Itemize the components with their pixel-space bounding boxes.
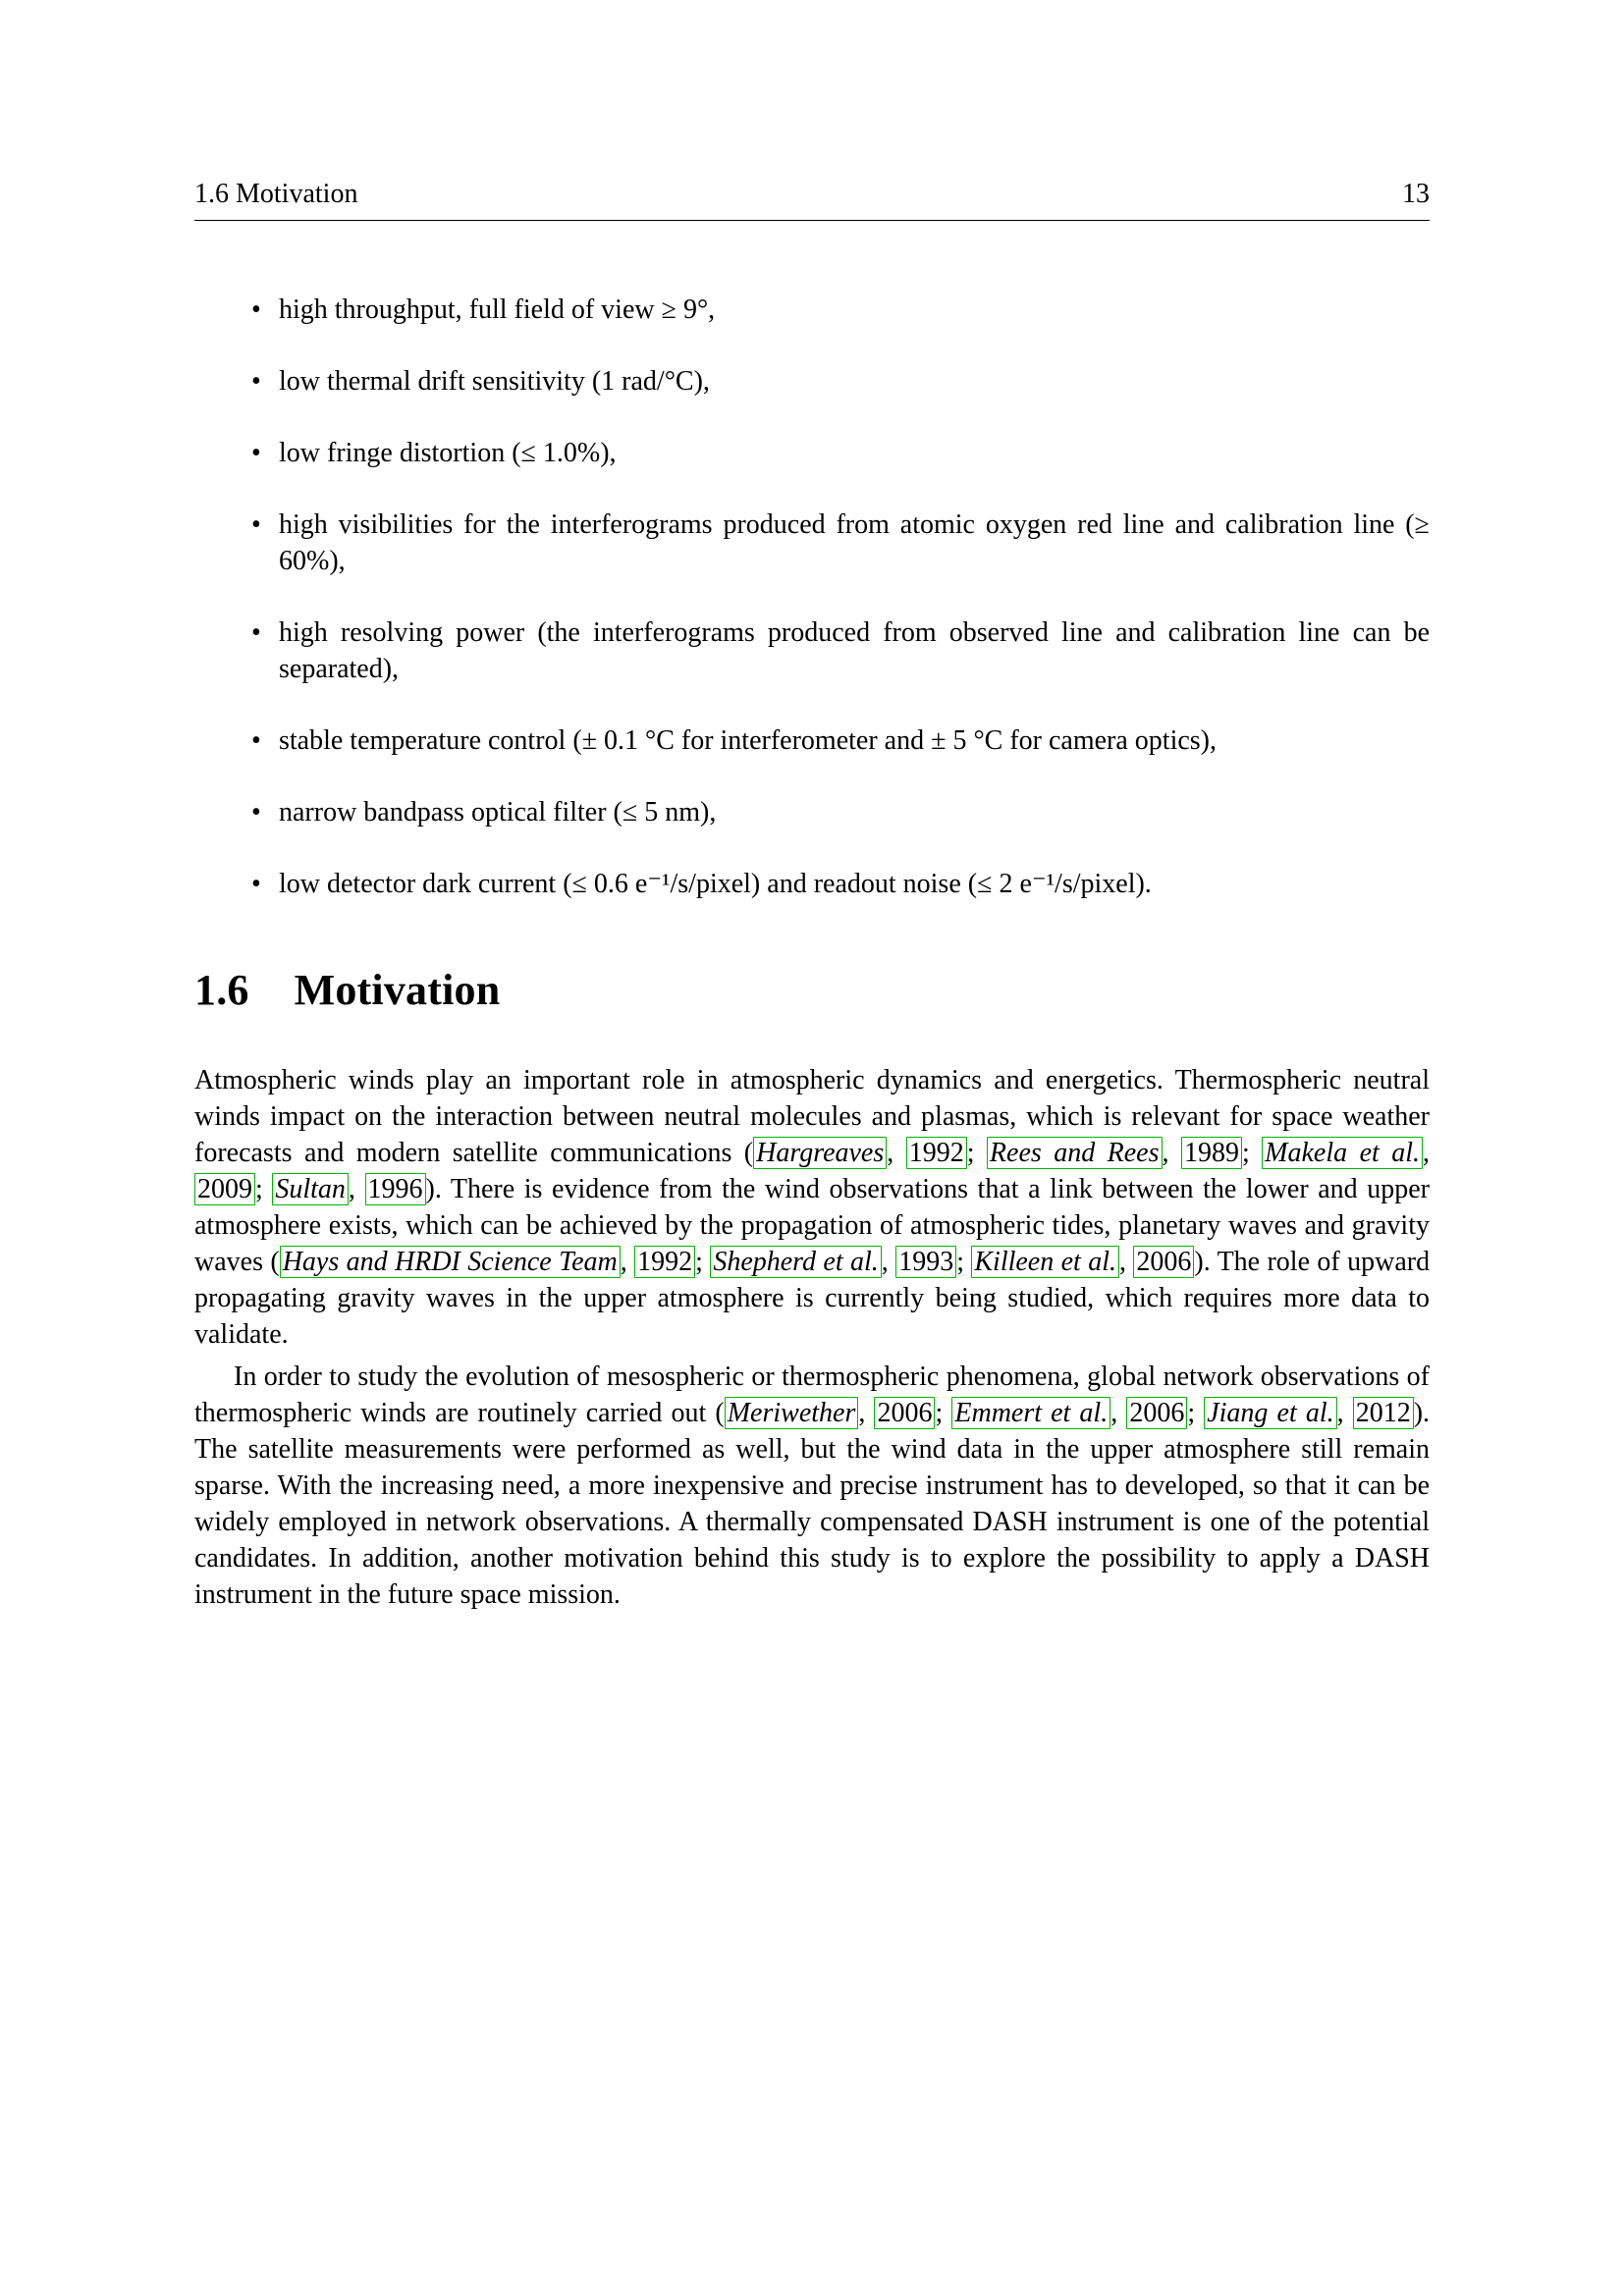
text-run: , xyxy=(881,1247,896,1277)
spec-bullet-list xyxy=(251,292,1430,902)
bullet-item: • high resolving power (the interferograms produced from observed line and calibration line can be separated), xyxy=(251,614,1430,687)
citation-author-link[interactable]: Meriwether xyxy=(725,1397,859,1429)
citation-author-link[interactable]: Rees and Rees xyxy=(987,1137,1163,1169)
page-number: 13 xyxy=(1402,179,1430,209)
text-run: ). The role of upward propagating gravity waves in the upper atmosphere is currently being studied, which requires more data to validate. xyxy=(194,1247,1431,1350)
section-title: Motivation xyxy=(294,966,501,1014)
text-run: , xyxy=(1110,1398,1127,1428)
bullet-item: • high throughput, full field of view ≥ 9°, xyxy=(251,292,1430,328)
text-run: , xyxy=(858,1398,875,1428)
citation-author-link[interactable]: Makela et al. xyxy=(1262,1137,1423,1169)
citation-author-link[interactable]: Killeen et al. xyxy=(971,1246,1119,1278)
text-run: ; xyxy=(966,1138,987,1168)
citation-author-link[interactable]: Hays and HRDI Science Team xyxy=(280,1246,621,1278)
paragraph xyxy=(194,1359,1430,1613)
citation-year-link[interactable]: 1996 xyxy=(365,1173,426,1205)
bullet-item: • high visibilities for the interferograms produced from atomic oxygen red line and calibration line (≥ 60%), xyxy=(251,507,1430,579)
text-run: , xyxy=(1423,1138,1430,1168)
citation-author-link[interactable]: Sultan xyxy=(272,1173,349,1205)
citation-author-link[interactable]: Shepherd et al. xyxy=(710,1246,881,1278)
citation-year-link[interactable]: 2012 xyxy=(1353,1397,1414,1429)
running-header-section: 1.6 Motivation xyxy=(194,179,358,209)
citation-year-link[interactable]: 2006 xyxy=(1133,1246,1194,1278)
text-run: ; xyxy=(956,1247,972,1277)
text-run: , xyxy=(348,1174,365,1204)
running-header xyxy=(194,179,1430,221)
bullet-item: • low detector dark current (≤ 0.6 e⁻¹/s/pixel) and readout noise (≤ 2 e⁻¹/s/pixel). xyxy=(251,866,1430,902)
bullet-item: • narrow bandpass optical filter (≤ 5 nm), xyxy=(251,794,1430,830)
text-run: ; xyxy=(1187,1398,1205,1428)
bullet-item: • low thermal drift sensitivity (1 rad/°C), xyxy=(251,363,1430,400)
citation-year-link[interactable]: 2006 xyxy=(874,1397,935,1429)
bullet-item: • low fringe distortion (≤ 1.0%), xyxy=(251,435,1430,471)
text-run: , xyxy=(620,1247,635,1277)
citation-year-link[interactable]: 1989 xyxy=(1181,1137,1242,1169)
citation-author-link[interactable]: Jiang et al. xyxy=(1204,1397,1336,1429)
text-run: , xyxy=(1162,1138,1181,1168)
citation-year-link[interactable]: 1992 xyxy=(634,1246,695,1278)
section-heading xyxy=(194,965,1430,1015)
citation-author-link[interactable]: Hargreaves xyxy=(753,1137,887,1169)
citation-year-link[interactable]: 2006 xyxy=(1126,1397,1187,1429)
body-text xyxy=(194,1062,1430,1613)
text-run: ; xyxy=(255,1174,273,1204)
section-number: 1.6 xyxy=(194,966,249,1014)
bullet-item: • stable temperature control (± 0.1 °C for interferometer and ± 5 °C for camera optics), xyxy=(251,722,1430,759)
text-run: , xyxy=(1118,1247,1134,1277)
citation-year-link[interactable]: 1993 xyxy=(895,1246,956,1278)
text-run: ; xyxy=(1241,1138,1263,1168)
citation-year-link[interactable]: 2009 xyxy=(194,1173,255,1205)
text-run: ; xyxy=(695,1247,711,1277)
paragraph xyxy=(194,1062,1430,1353)
text-run: , xyxy=(1336,1398,1353,1428)
citation-author-link[interactable]: Emmert et al. xyxy=(951,1397,1110,1429)
text-run: ). The satellite measurements were performed as well, but the wind data in the upper atmosphere still remain sparse. With the increasing need, a more inexpensive and precise instrument has to developed, so that it can be widely employed in network observations. A thermally compensated DASH instrument is one of the potential candidates. In addition, another motivation behind this study is to explore the possibility to apply a DASH instrument in the future space mission. xyxy=(194,1398,1431,1610)
text-run: In order to study the evolution of mesospheric or thermospheric phenomena, global network observations of thermospheric winds are routinely carried out ( xyxy=(194,1362,1430,1428)
text-run: , xyxy=(887,1138,906,1168)
citation-year-link[interactable]: 1992 xyxy=(906,1137,967,1169)
text-run: ). There is evidence from the wind observations that a link between the lower and upper atmosphere exists, which can be achieved by the propagation of atmospheric tides, planetary waves and gravity waves ( xyxy=(194,1174,1430,1277)
text-run: Atmospheric winds play an important role in atmospheric dynamics and energetics. Thermospheric neutral winds impact on the interaction between neutral molecules and plasmas, which is relevant for space weather forecasts and modern satellite communications ( xyxy=(194,1065,1430,1168)
text-run: ; xyxy=(935,1398,952,1428)
